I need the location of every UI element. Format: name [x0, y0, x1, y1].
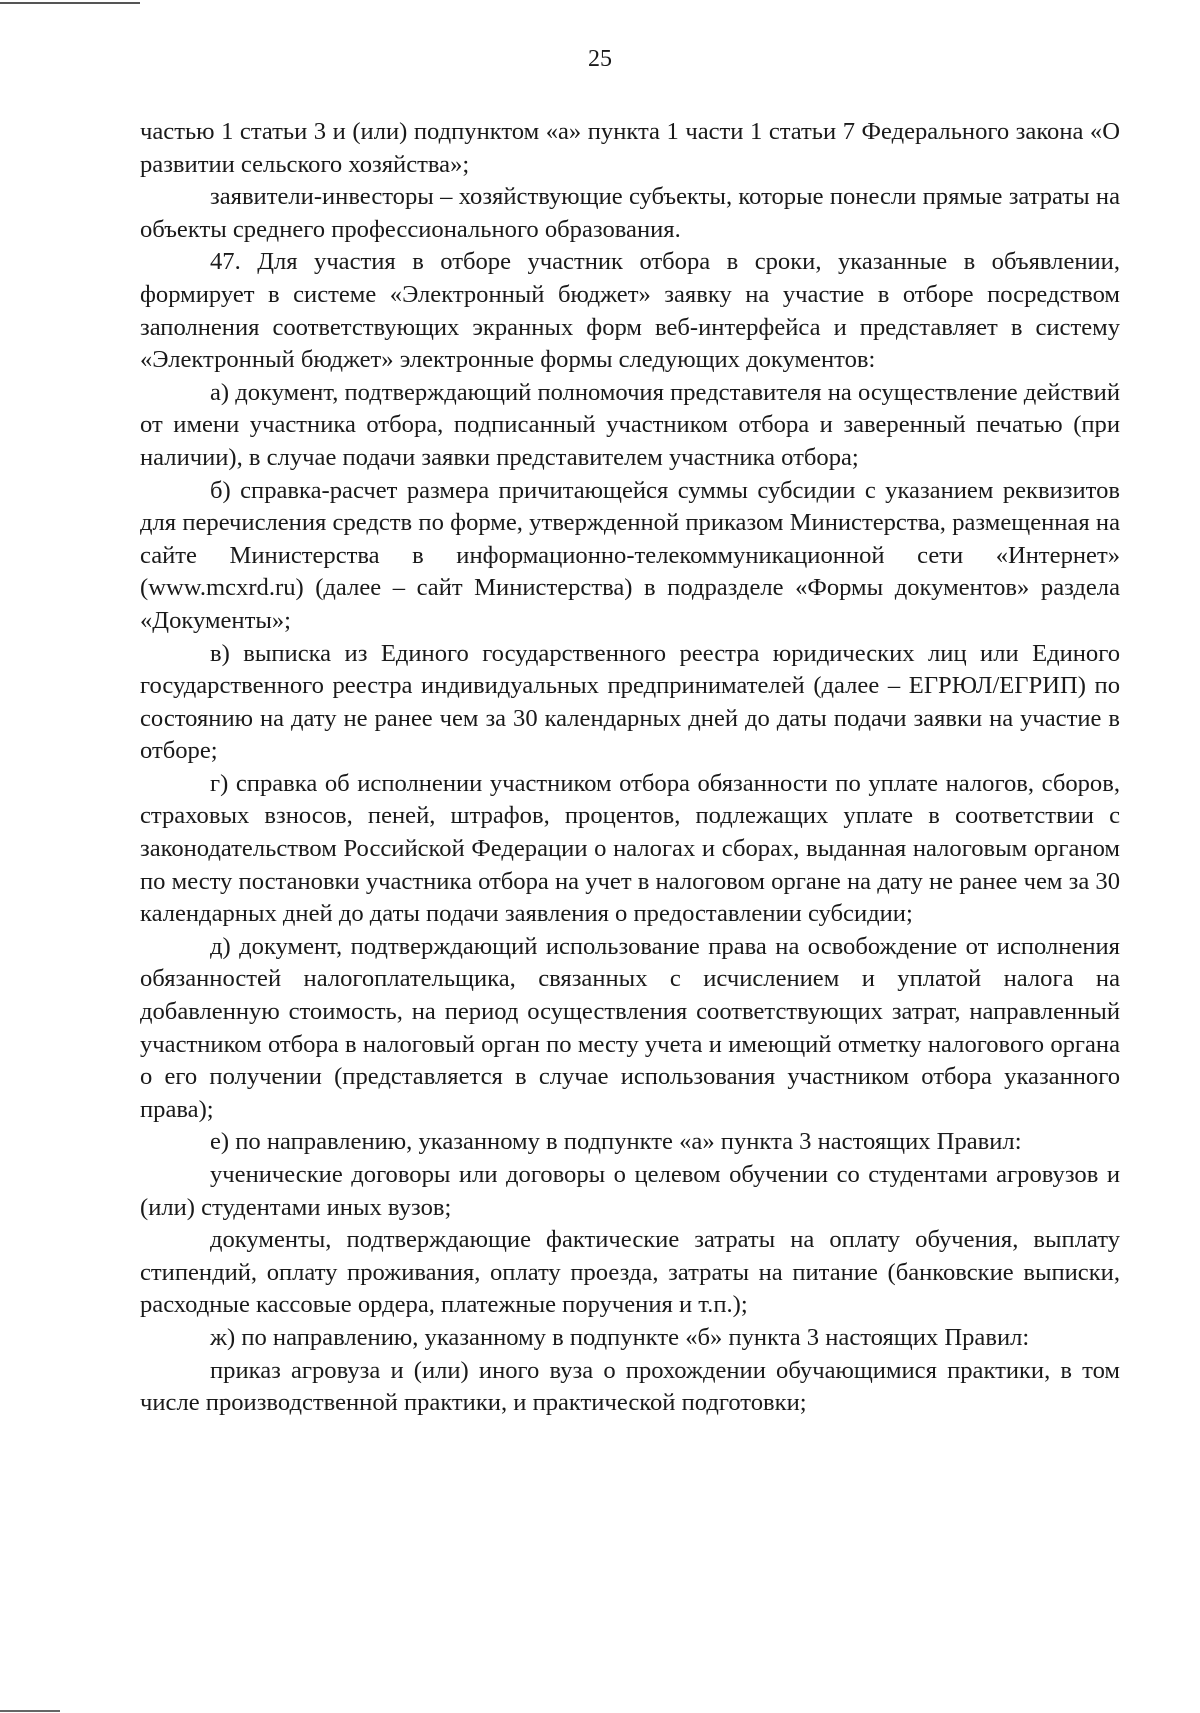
paragraph-subitem-b: б) справка-расчет размера причитающейся суммы субсидии с указанием реквизитов для перечисления средств по форме, утвержденной приказом Министерства, размещенная на сайте Министерства в информационно-телекоммуникационной сети «Интернет» (www.mcxrd.ru) (далее – сайт Министерства) в подразделе «Формы документов» раздела «Документы»; [140, 476, 1120, 634]
paragraph-student-contracts: ученические договоры или договоры о целевом обучении со студентами агровузов и (или) студентами иных вузов; [140, 1161, 1120, 1221]
paragraph-subitem-zh: ж) по направлению, указанному в подпункте «б» пункта 3 настоящих Правил: [210, 1323, 1030, 1351]
paragraph-continuation: частью 1 статьи 3 и (или) подпунктом «а» пункта 1 части 1 статьи 7 Федерального закона «О развитии сельского хозяйства»; [140, 118, 1120, 178]
paragraph-subitem-g: г) справка об исполнении участником отбора обязанности по уплате налогов, сборов, страховых взносов, пеней, штрафов, процентов, подлежащих уплате в соответствии с законодательством Российской Федерации о налогах и сборах, выданная налоговым органом по месту постановки участника отбора на учет в налоговом органе на дату не ранее чем за 30 календарных дней до даты подачи заявления о предоставлении субсидии; [140, 769, 1120, 928]
document-body [140, 116, 1120, 1420]
paragraph-subitem-v: в) выписка из Единого государственного реестра юридических лиц или Единого государственного реестра индивидуальных предпринимателей (далее – ЕГРЮЛ/ЕГРИП) по состоянию на дату не ранее чем за 30 календарных дней до даты подачи заявки на участие в отборе; [140, 639, 1120, 765]
paragraph-investors-definition: заявители-инвесторы – хозяйствующие субъекты, которые понесли прямые затраты на объекты среднего профессионального образования. [140, 183, 1120, 243]
paragraph-item-47: 47. Для участия в отборе участник отбора в сроки, указанные в объявлении, формирует в системе «Электронный бюджет» заявку на участие в отборе посредством заполнения соответствующих экранных форм веб-интерфейса и представляет в систему «Электронный бюджет» электронные формы следующих документов: [140, 248, 1120, 374]
scan-edge-mark [0, 1710, 60, 1712]
paragraph-practice-order: приказ агровуза и (или) иного вуза о прохождении обучающимися практики, в том числе производственной практики, и практической подготовки; [140, 1356, 1120, 1417]
scan-edge-mark [0, 2, 140, 4]
paragraph-subitem-a: а) документ, подтверждающий полномочия представителя на осуществление действий от имени участника отбора, подписанный участником отбора и заверенный печатью (при наличии), в случае подачи заявки представителем участника отбора; [140, 378, 1120, 471]
paragraph-expense-documents: документы, подтверждающие фактические затраты на оплату обучения, выплату стипендий, оплату проживания, оплату проезда, затраты на питание (банковские выписки, расходные кассовые ордера, платежные поручения и т.п.); [140, 1226, 1120, 1319]
page-number: 25 [588, 46, 612, 72]
paragraph-subitem-e: е) по направлению, указанному в подпункте «а» пункта 3 настоящих Правил: [210, 1128, 1022, 1156]
paragraph-subitem-d: д) документ, подтверждающий использование права на освобождение от исполнения обязанностей налогоплательщика, связанных с исчислением и уплатой налога на добавленную стоимость, на период осуществления соответствующих затрат, направленный участником отбора в налоговый орган по месту учета и имеющий отметку налогового органа о его получении (представляется в случае использования участником отбора указанного права); [140, 932, 1120, 1123]
